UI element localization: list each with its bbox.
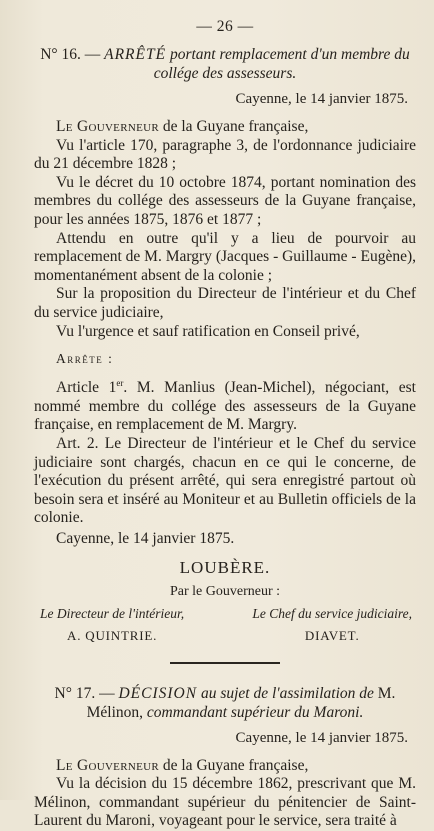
governor-title: Le Gouverneur bbox=[56, 118, 159, 135]
article-1-sup: er bbox=[116, 378, 124, 389]
document-17-heading bbox=[34, 684, 416, 722]
heading-subject: portant remplacement d'un membre du collége des assesseurs. bbox=[153, 46, 410, 82]
section-divider bbox=[170, 662, 280, 664]
heading-subject: au sujet de l'assimilation de bbox=[197, 684, 378, 702]
article-1 bbox=[34, 374, 416, 435]
countersignature-left-name: A. QUINTRIE. bbox=[67, 628, 158, 644]
document-16-signing-date: Cayenne, le 14 janvier 1875. bbox=[56, 530, 235, 548]
considerant-vu-2: Vu le décret du 10 octobre 1874, portant nomination des membres du collége des assesseurs de la Guyane française, pour les années 1875, 1876 et 1877 ; bbox=[34, 173, 416, 228]
countersignatures bbox=[34, 606, 416, 644]
governor-signature: LOUBÈRE. bbox=[179, 558, 271, 578]
considerant-proposition: Sur la proposition du Directeur de l'intérieur et du Chef du service judiciaire, bbox=[34, 285, 416, 321]
article-2: Art. 2. Le Directeur de l'intérieur et le Chef du service judiciaire sont chargés, chacun en ce qui le concerne, de l'exécution du présent arrêté, qui sera enregistré partout où besoin sera et inséré au Moniteur et au Bulletin officiels de la colonie. bbox=[34, 435, 416, 527]
heading-number: N° 16. — bbox=[40, 46, 105, 63]
considerant-vu-1: Vu la décision du 15 décembre 1862, prescrivant que M. Mélinon, commandant supérieur du pénitencier de Saint-Laurent du Maroni, voyageant pour le service, sera traité à bbox=[34, 775, 416, 830]
countersignature-left bbox=[40, 606, 184, 644]
considerant-vu-1: Vu l'article 170, paragraphe 3, de l'ordonnance judiciaire du 21 décembre 1828 ; bbox=[34, 136, 416, 173]
governor-rest: de la Guyane française, bbox=[159, 118, 309, 135]
considerant-urgence: Vu l'urgence et sauf ratification en Conseil privé, bbox=[56, 322, 360, 340]
countersignature-right-role: Le Chef du service judiciaire, bbox=[252, 606, 412, 622]
heading-name: M. Mélinon, bbox=[86, 684, 396, 721]
par-le-gouverneur: Par le Gouverneur : bbox=[169, 584, 281, 600]
governor-title: Le Gouverneur bbox=[56, 756, 159, 774]
arrete-label: Arrête : bbox=[56, 351, 114, 367]
governor-line bbox=[34, 118, 416, 137]
article-1-prefix: Article 1 bbox=[56, 379, 117, 397]
countersignature-right-name: DIAVET. bbox=[304, 628, 360, 644]
heading-number: N° 17. — bbox=[54, 684, 119, 702]
heading-subject-rest: commandant supérieur du Maroni. bbox=[143, 703, 364, 721]
heading-title: ARRÊTÉ bbox=[104, 46, 167, 63]
heading-title: DÉCISION bbox=[118, 684, 198, 702]
governor-line bbox=[34, 757, 416, 776]
article-1-text: . M. Manlius (Jean-Michel), négociant, est nommé membre du collége des assesseurs de la Guyane française, en remplacement de M. Margry. bbox=[34, 379, 416, 434]
considerant-attendu: Attendu en outre qu'il y a lieu de pourvoir au remplacement de M. Margry (Jacques - Guillaume - Eugène), momentanément absent de la colonie ; bbox=[34, 229, 416, 284]
page-number: — 26 — bbox=[196, 18, 254, 35]
document-17-dateline: Cayenne, le 14 janvier 1875. bbox=[235, 729, 408, 746]
document-16-dateline: Cayenne, le 14 janvier 1875. bbox=[235, 91, 408, 107]
governor-rest: de la Guyane française, bbox=[159, 756, 309, 774]
countersignature-right bbox=[252, 606, 412, 644]
document-16-heading bbox=[34, 45, 416, 83]
countersignature-left-role: Le Directeur de l'intérieur, bbox=[40, 606, 185, 622]
